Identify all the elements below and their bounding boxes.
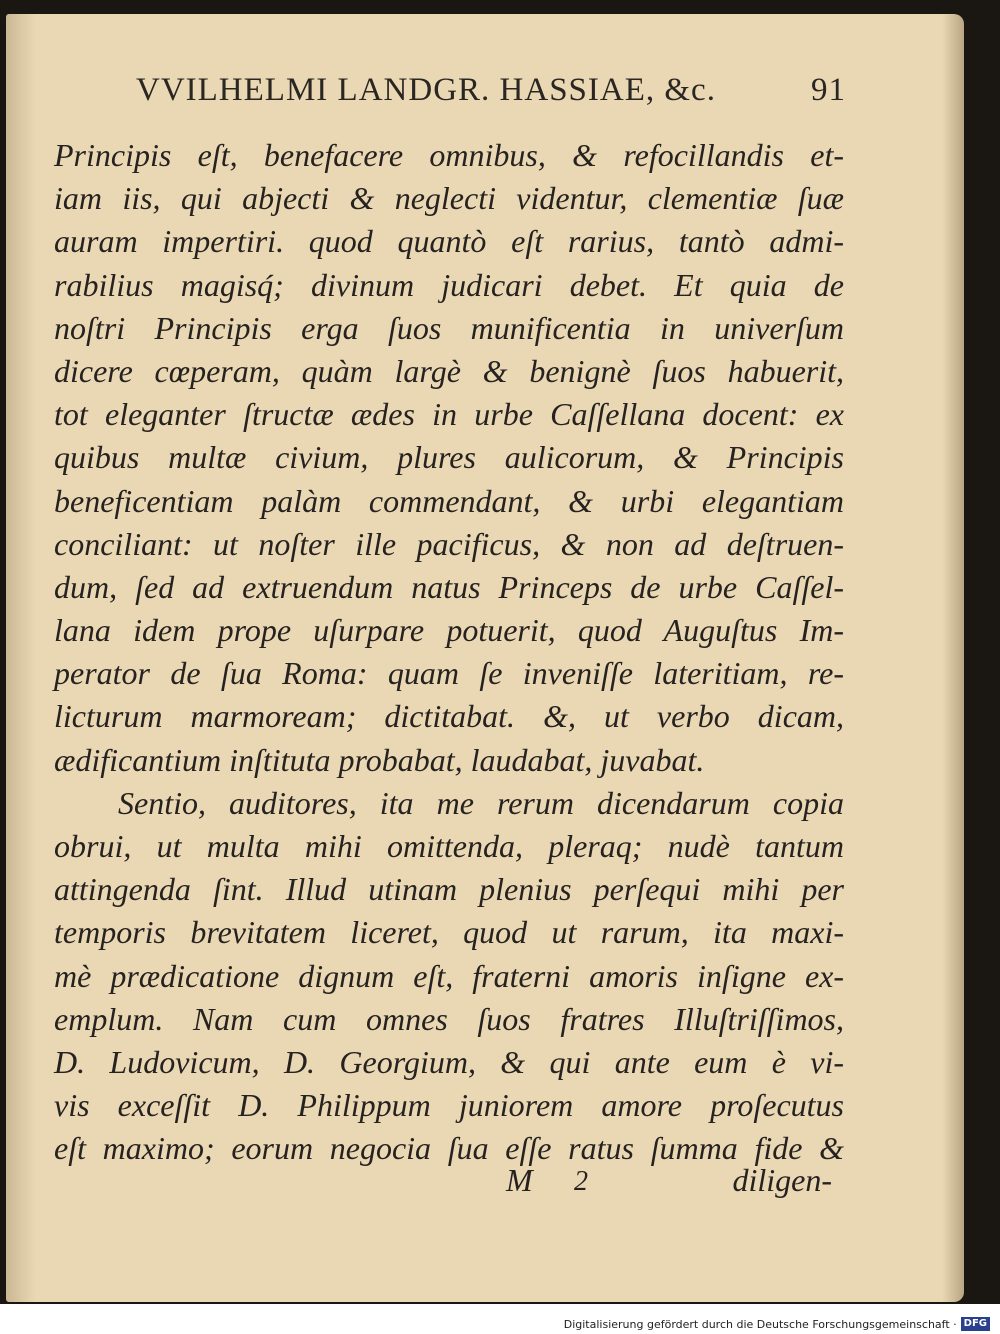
text-line: attingenda ſint. Illud utinam plenius perſequi mihi per — [54, 871, 844, 908]
gutter-shadow — [6, 14, 36, 1302]
text-line: lana idem prope uſurpare potuerit, quod Auguſtus Im- — [54, 612, 844, 649]
text-line: mè prædicatione dignum eſt, fraterni amoris inſigne ex- — [54, 957, 844, 994]
text-line: eſt maximo; eorum negocia ſua eſſe ratus ſumma fide & — [54, 1130, 844, 1167]
text-line: D. Ludovicum, D. Georgium, & qui ante eum è vi- — [54, 1043, 844, 1080]
running-header — [136, 72, 846, 122]
page-edge-shadow — [942, 14, 964, 1302]
text-line: obrui, ut multa mihi omittenda, pleraq; nudè tantum — [54, 828, 844, 864]
book-page — [6, 14, 964, 1302]
text-line: temporis brevitatem liceret, quod ut rarum, ita maxi- — [54, 914, 844, 951]
dfg-logo: DFG — [961, 1317, 990, 1331]
signature-mark: M — [506, 1162, 533, 1198]
text-line: perator de ſua Roma: quam ſe inveniſſe lateritiam, re- — [54, 655, 844, 692]
text-line: auram impertiri. quod quantò eſt rarius, tantò admi- — [54, 223, 844, 260]
text-line: vis exceſſit D. Philippum juniorem amore proſecutus — [54, 1087, 844, 1124]
text-line: licturum marmoream; dictitabat. &, ut verbo dicam, — [54, 698, 844, 735]
text-line: conciliant: ut noſter ille pacificus, & non ad deſtruen- — [54, 525, 844, 562]
footer-credit: Digitalisierung gefördert durch die Deutsche Forschungsgemeinschaft · — [563, 1317, 957, 1331]
text-line: ædificantium inſtituta probabat, laudabat, juvabat. — [54, 741, 705, 778]
text-line: Principis eſt, benefacere omnibus, & refocillandis et- — [54, 137, 844, 173]
page-number: 91 — [811, 72, 846, 108]
text-line: Sentio, auditores, ita me rerum dicendarum copia — [118, 784, 844, 821]
text-line: noſtri Principis erga ſuos munificentia in univerſum — [54, 309, 844, 346]
digitization-footer — [564, 1314, 990, 1334]
body-text — [54, 134, 844, 1171]
text-line: rabilius magisq́; divinum judicari debet. Et quia de — [54, 266, 844, 303]
text-line: beneficentiam palàm commendant, & urbi elegantiam — [54, 482, 844, 519]
text-line: dicere cœperam, quàm largè & benignè ſuos habuerit, — [54, 352, 844, 389]
text-line: emplum. Nam cum omnes ſuos fratres Illuſtriſſimos, — [54, 1000, 844, 1037]
text-line: iam iis, qui abjecti & neglecti videntur, clementiæ ſuæ — [54, 180, 844, 217]
signature-number: 2 — [574, 1166, 588, 1197]
signature-line — [54, 1162, 844, 1206]
text-line: quibus multæ civium, plures aulicorum, & Principis — [54, 439, 844, 476]
catchword: diligen- — [732, 1162, 832, 1198]
running-title: VVILHELMI LANDGR. HASSIAE, &c. — [136, 72, 716, 108]
text-line: dum, ſed ad extruendum natus Princeps de urbe Caſſel- — [54, 568, 844, 605]
text-line: tot eleganter ſtructæ ædes in urbe Caſſellana docent: ex — [54, 396, 844, 433]
